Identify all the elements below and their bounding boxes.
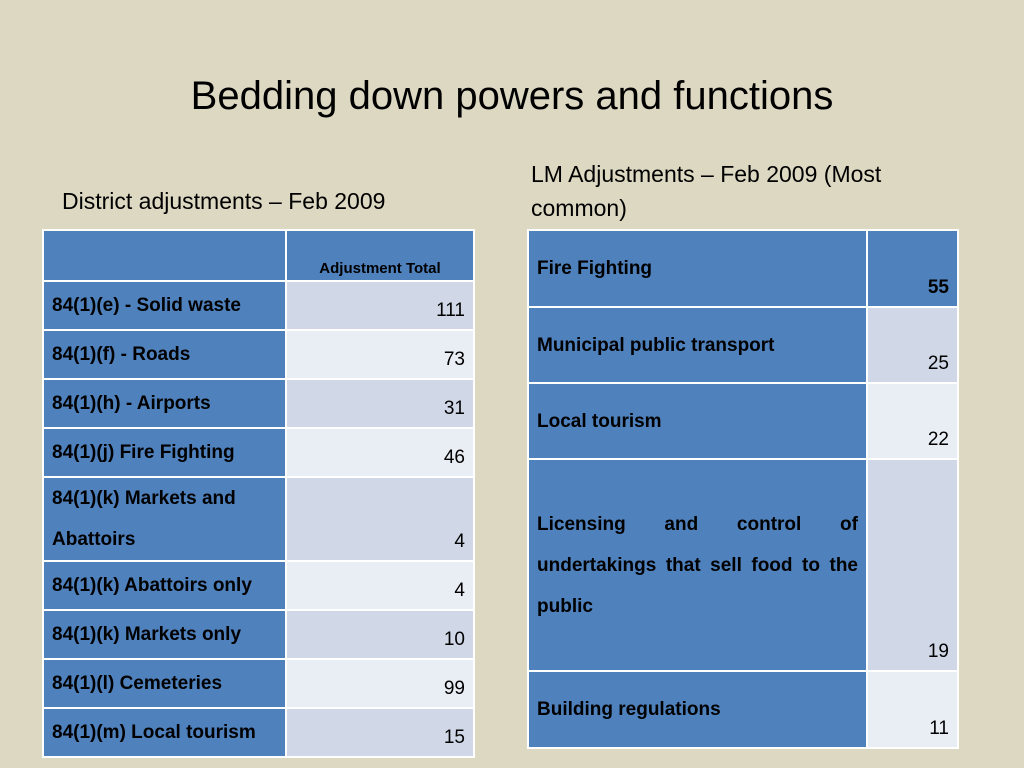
row-label: Local tourism: [528, 383, 867, 459]
row-value: 55: [867, 230, 958, 307]
row-label: 84(1)(f) - Roads: [43, 330, 286, 379]
row-label: 84(1)(l) Cemeteries: [43, 659, 286, 708]
table-row: [528, 383, 958, 459]
row-value: 22: [867, 383, 958, 459]
row-label: 84(1)(e) - Solid waste: [43, 281, 286, 330]
table-row: [43, 659, 474, 708]
row-value: 15: [286, 708, 474, 757]
lm-adjustments-table: [527, 229, 959, 749]
row-label: Building regulations: [528, 671, 867, 748]
table-row: [43, 477, 474, 561]
table-row: [43, 330, 474, 379]
row-label: 84(1)(h) - Airports: [43, 379, 286, 428]
column-header-adjustment-total: Adjustment Total: [286, 230, 474, 281]
table-header-row: [43, 230, 474, 281]
district-adjustments-table: [42, 229, 475, 758]
table-row: [43, 708, 474, 757]
table-row: [43, 610, 474, 659]
row-value: 111: [286, 281, 474, 330]
row-label: 84(1)(m) Local tourism: [43, 708, 286, 757]
table-row: [43, 281, 474, 330]
row-value: 46: [286, 428, 474, 477]
lm-heading: LM Adjustments – Feb 2009 (Most common): [531, 161, 882, 221]
district-heading: District adjustments – Feb 2009: [62, 188, 386, 214]
header-blank-cell: [43, 230, 286, 281]
row-value: 25: [867, 307, 958, 383]
row-value: 4: [286, 477, 474, 561]
row-value: 99: [286, 659, 474, 708]
row-label: 84(1)(j) Fire Fighting: [43, 428, 286, 477]
row-value: 4: [286, 561, 474, 610]
table-row: [43, 561, 474, 610]
row-value: 11: [867, 671, 958, 748]
row-label: Licensing and control of undertakings that sell food to the public: [528, 459, 867, 671]
row-label: Municipal public transport: [528, 307, 867, 383]
table-row: [528, 459, 958, 671]
row-label: 84(1)(k) Markets only: [43, 610, 286, 659]
row-label: Fire Fighting: [528, 230, 867, 307]
table-row: [43, 379, 474, 428]
row-label: 84(1)(k) Markets and Abattoirs: [43, 477, 286, 561]
row-value: 31: [286, 379, 474, 428]
row-label: 84(1)(k) Abattoirs only: [43, 561, 286, 610]
table-row: [528, 307, 958, 383]
table-row: [528, 230, 958, 307]
row-value: 73: [286, 330, 474, 379]
table-row: [528, 671, 958, 748]
row-value: 10: [286, 610, 474, 659]
slide-title: Bedding down powers and functions: [190, 74, 834, 118]
table-row: [43, 428, 474, 477]
row-value: 19: [867, 459, 958, 671]
